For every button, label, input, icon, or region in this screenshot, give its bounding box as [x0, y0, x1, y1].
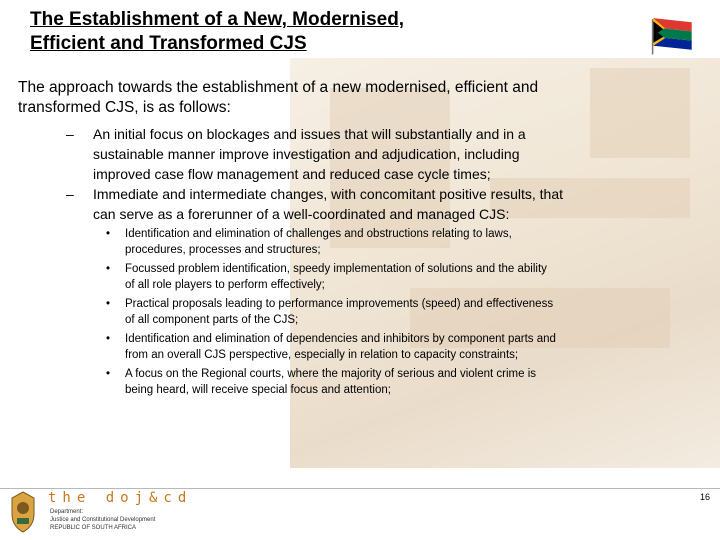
bullet-marker: • [106, 298, 111, 310]
bullet-list-item [106, 296, 706, 328]
bullet-item-line: procedures, processes and structures; [125, 244, 321, 256]
bullet-item-line: of all component parts of the CJS; [125, 314, 299, 326]
intro-line: The approach towards the establishment of a new modernised, efficient and [18, 79, 539, 96]
dash-item-line: sustainable manner improve investigation and adjudication, including [93, 146, 520, 162]
bullet-item-line: A focus on the Regional courts, where the majority of serious and violent crime is [125, 368, 537, 380]
intro-paragraph [18, 78, 708, 118]
bullet-item-line: Identification and elimination of challenges and obstructions relating to laws, [125, 228, 512, 240]
department-line: Department: [50, 509, 84, 515]
title-line: The Establishment of a New, Modernised, [30, 9, 405, 30]
south-africa-flag-icon [648, 16, 694, 56]
dash-list [66, 124, 706, 224]
bullet-list [106, 226, 706, 401]
bullet-item-line: Focussed problem identification, speedy implementation of solutions and the ability [125, 263, 547, 275]
bullet-item-line: from an overall CJS perspective, especially in relation to capacity constraints; [125, 349, 519, 361]
dash-item-line: improved case flow management and reduced case cycle times; [93, 166, 491, 182]
bullet-item-line: of all role players to perform effectively; [125, 279, 325, 291]
coat-of-arms-icon [8, 490, 38, 534]
department-text [50, 508, 155, 532]
bullet-marker: • [106, 368, 111, 380]
dash-item-line: Immediate and intermediate changes, with concomitant positive results, that [93, 186, 564, 202]
brand-wordmark: the doj&cd [48, 490, 193, 506]
bullet-item-line: Practical proposals leading to performance improvements (speed) and effectiveness [125, 298, 554, 310]
dash-item-line: An initial focus on blockages and issues that will substantially and in a [93, 126, 526, 142]
slide-title [30, 8, 630, 56]
dash-list-item [66, 184, 706, 224]
title-line: Efficient and Transformed CJS [30, 33, 307, 54]
bullet-list-item [106, 261, 706, 293]
bullet-list-item [106, 366, 706, 398]
bullet-marker: • [106, 228, 111, 240]
department-line: REPUBLIC OF SOUTH AFRICA [50, 525, 137, 531]
bullet-marker: • [106, 333, 111, 345]
bullet-item-line: being heard, will receive special focus and attention; [125, 384, 391, 396]
bullet-marker: • [106, 263, 111, 275]
dash-item-line: can serve as a forerunner of a well-coordinated and managed CJS: [93, 206, 510, 222]
page-number: 16 [700, 492, 711, 502]
dash-marker: – [66, 186, 74, 202]
bullet-item-line: Identification and elimination of dependencies and inhibitors by component parts and [125, 333, 556, 345]
bullet-list-item [106, 226, 706, 258]
dash-marker: – [66, 126, 74, 142]
department-line: Justice and Constitutional Development [50, 517, 156, 523]
bullet-list-item [106, 331, 706, 363]
intro-line: transformed CJS, is as follows: [18, 99, 231, 116]
dash-list-item [66, 124, 706, 184]
